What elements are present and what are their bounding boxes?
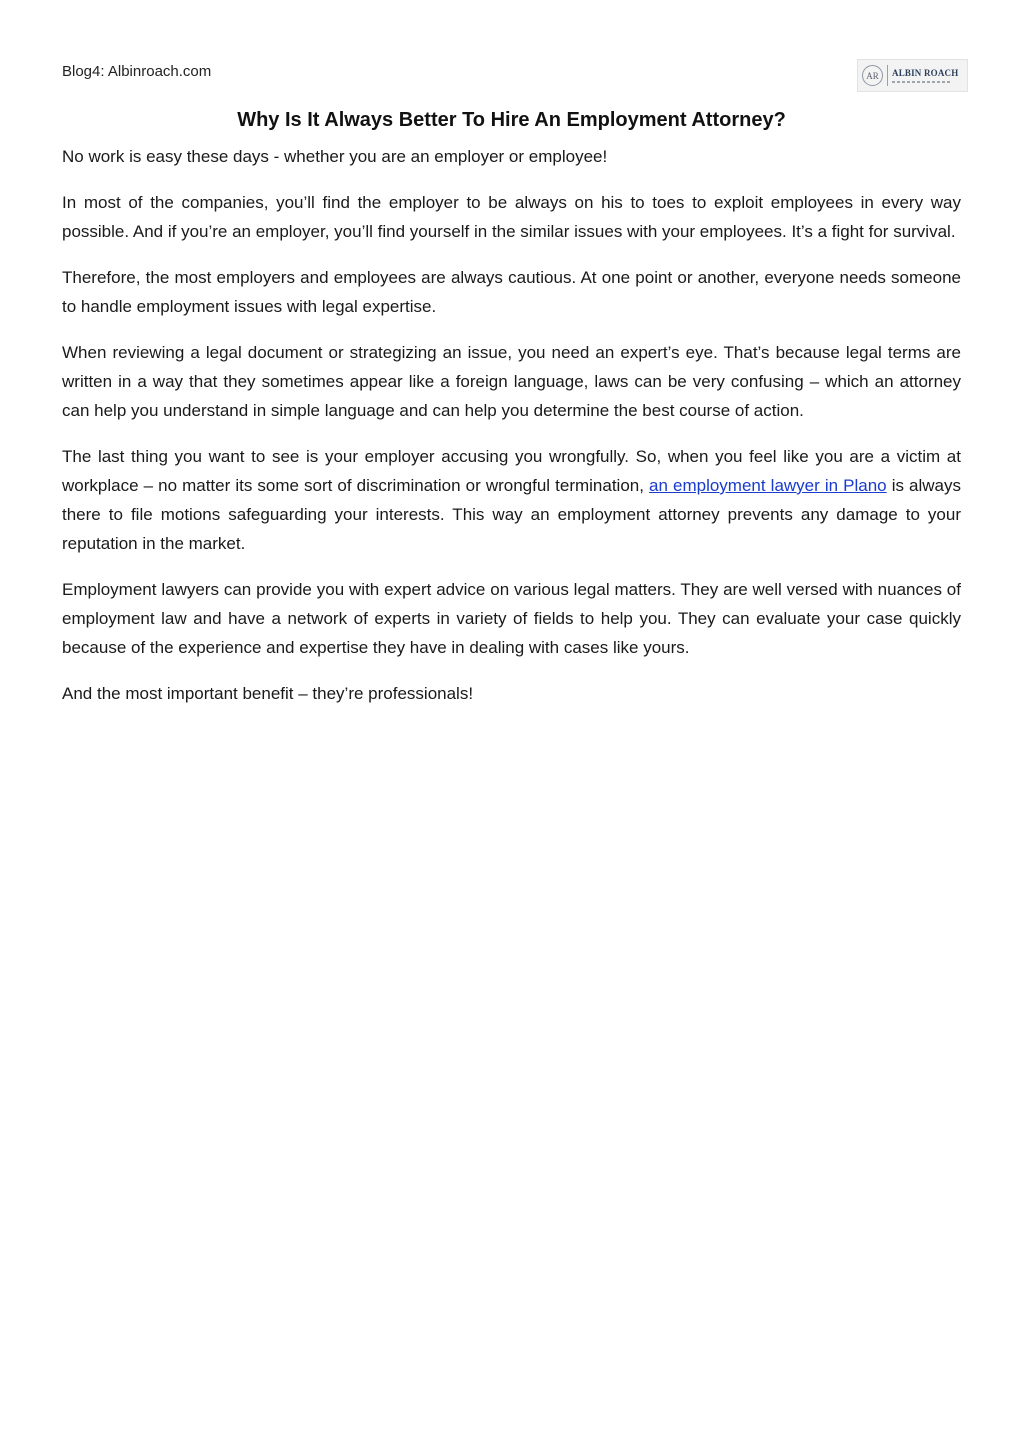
paragraph-7: And the most important benefit – they’re professionals!: [62, 684, 474, 703]
paragraph-5: [62, 442, 961, 558]
logo-name: ALBIN ROACH: [892, 67, 959, 78]
paragraph-3: Therefore, the most employers and employees are always cautious. At one point or another, everyone needs someone to handle employment issues with legal expertise.: [62, 268, 961, 316]
site-label: Blog4: Albinroach.com: [62, 63, 212, 80]
employment-lawyer-plano-link[interactable]: an employment lawyer in Plano: [649, 476, 887, 495]
logo-mark-icon: AR: [862, 65, 883, 86]
logo-subline: [892, 81, 950, 83]
paragraph-4: When reviewing a legal document or strategizing an issue, you need an expert’s eye. That’s because legal terms are written in a way that they sometimes appear like a foreign language, laws can be very confusing – which an attorney can help you understand in simple language and can help you determine the best course of action.: [62, 343, 961, 420]
paragraph-2: In most of the companies, you’ll find the employer to be always on his to toes to exploit employees in every way possible. And if you’re an employer, you’ll find yourself in the similar issues with your employees. It’s a fight for survival.: [62, 193, 961, 241]
paragraph-1: No work is easy these days - whether you are an employer or employee!: [62, 147, 608, 166]
article-title: Why Is It Always Better To Hire An Employment Attorney?: [237, 109, 786, 132]
albin-roach-logo: [857, 59, 968, 92]
paragraph-6: Employment lawyers can provide you with expert advice on various legal matters. They are well versed with nuances of employment law and have a network of experts in variety of fields to help you. They can evaluate your case quickly because of the experience and expertise they have in dealing with cases like yours.: [62, 580, 961, 657]
paragraph-5-before-link: The last thing you want to see is your employer accusing you wrongfully. So, when you feel like you are a victim at workplace – no matter its some sort of discrimination or wrongful termination,: [62, 447, 961, 495]
paragraph-5-after-link: is always there to file motions safeguarding your interests. This way an employment attorney prevents any damage to your reputation in the market.: [62, 476, 961, 553]
logo-text: [892, 69, 958, 83]
article-body: [62, 142, 961, 725]
logo-divider: [887, 65, 888, 86]
